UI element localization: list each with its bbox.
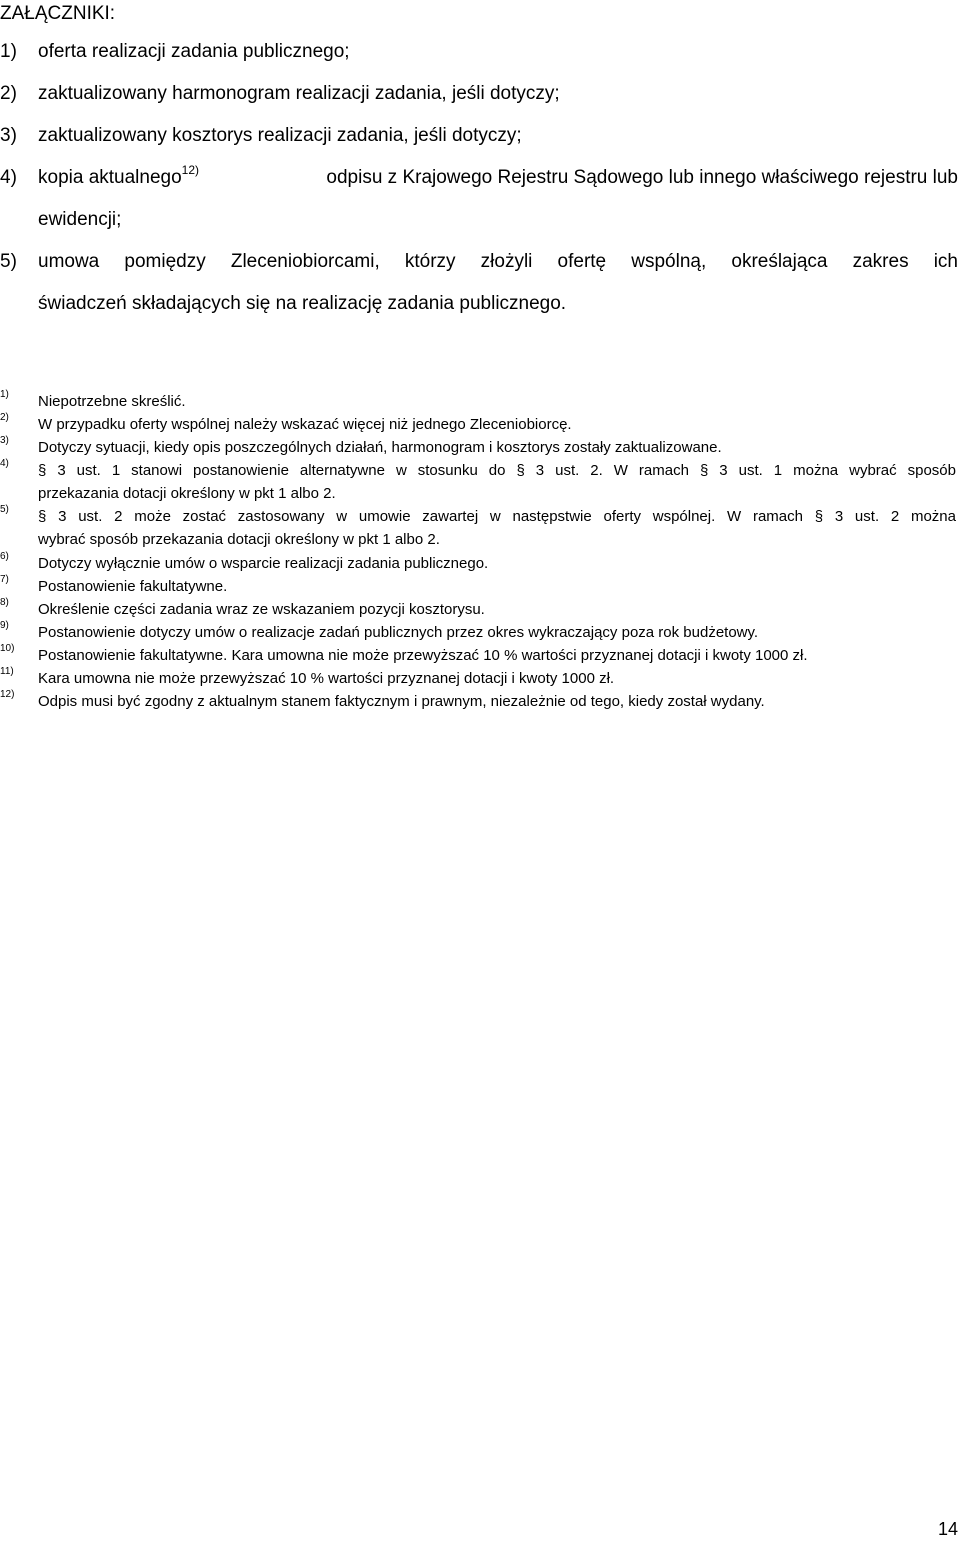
- attachment-text: zaktualizowany kosztorys realizacji zadania, jeśli dotyczy;: [38, 125, 522, 146]
- footnote-mark: 9): [0, 620, 9, 631]
- footnote-text: § 3 ust. 2 może zostać zastosowany w umowie zawartej w następstwie oferty wspólnej. W ramach § 3 ust. 2 można: [38, 508, 956, 525]
- footnote-mark: 12): [0, 689, 15, 700]
- footnote-text: Postanowienie dotyczy umów o realizacje zadań publicznych przez okres wykraczający poza rok budżetowy.: [38, 624, 759, 641]
- footnote-text: Kara umowna nie może przewyższać 10 % wartości przyznanej dotacji i kwoty 1000 zł.: [38, 670, 615, 687]
- attachment-text: zaktualizowany harmonogram realizacji zadania, jeśli dotyczy;: [38, 83, 560, 104]
- attachment-text-part: kopia aktualnego$^{12)}$: [38, 163, 200, 188]
- attachment-item: [0, 122, 958, 164]
- page-number: 14: [937, 1519, 958, 1539]
- attachment-text-continuation: świadczeń składających się na realizację zadania publicznego.: [38, 293, 567, 314]
- attachment-item: [0, 80, 958, 122]
- footnote-text: Określenie części zadania wraz ze wskazaniem pozycji kosztorysu.: [38, 601, 485, 618]
- footnote-mark: 11): [0, 666, 14, 677]
- attachment-number: 1): [0, 41, 17, 62]
- attachment-item: [0, 164, 958, 248]
- footnote-mark: 10): [0, 643, 15, 654]
- footnote-text: § 3 ust. 1 stanowi postanowienie alternatywne w stosunku do § 3 ust. 2. W ramach § 3 ust. 1 można wybrać sposób: [38, 462, 956, 479]
- attachment-text: umowa pomiędzy Zleceniobiorcami, którzy złożyli ofertę wspólną, określająca zakres ich: [38, 251, 958, 272]
- footnote-text: Odpis musi być zgodny z aktualnym stanem faktycznym i prawnym, niezależnie od tego, kiedy został wydany.: [38, 693, 765, 710]
- attachment-item: [0, 248, 958, 332]
- footnote-mark: 2): [0, 412, 9, 423]
- attachment-text: oferta realizacji zadania publicznego;: [38, 41, 350, 62]
- footnote-text: Dotyczy sytuacji, kiedy opis poszczególnych działań, harmonogram i kosztorys zostały zaktualizowane.: [38, 439, 722, 456]
- footnote-text: przekazania dotacji określony w pkt 1 albo 2.: [38, 485, 336, 502]
- attachment-item: [0, 38, 958, 80]
- footnote-mark: 6): [0, 551, 9, 562]
- footnote-text: W przypadku oferty wspólnej należy wskazać więcej niż jednego Zleceniobiorcę.: [38, 416, 572, 433]
- attachment-number: 5): [0, 251, 17, 272]
- footnote-text: wybrać sposób przekazania dotacji określony w pkt 1 albo 2.: [38, 531, 440, 548]
- attachment-text: [38, 164, 958, 193]
- footnote-mark: 3): [0, 435, 9, 446]
- footnote-text: Postanowienie fakultatywne.: [38, 578, 228, 595]
- footnote-mark: 8): [0, 597, 9, 608]
- attachment-number: 3): [0, 125, 17, 146]
- footnote-reference: 12): [181, 163, 200, 177]
- attachment-text-continuation: ewidencji;: [38, 209, 122, 230]
- footnote-text: Niepotrzebne skreślić.: [38, 393, 186, 410]
- attachment-text-part: odpisu z Krajowego Rejestru Sądowego lub innego właściwego rejestru lub: [326, 167, 958, 188]
- footnote-mark: 4): [0, 458, 9, 469]
- footnote-text: Postanowienie fakultatywne. Kara umowna nie może przewyższać 10 % wartości przyznanej dotacji i kwoty 1000 zł.: [38, 647, 808, 664]
- attachment-number: 2): [0, 83, 17, 104]
- footnote-text: Dotyczy wyłącznie umów o wsparcie realizacji zadania publicznego.: [38, 555, 489, 572]
- attachment-number: 4): [0, 167, 17, 188]
- attachments-heading: ZAŁĄCZNIKI:: [0, 3, 116, 24]
- footnote-mark: 1): [0, 389, 9, 400]
- footnote-mark: 7): [0, 574, 9, 585]
- footnote-mark: 5): [0, 504, 9, 515]
